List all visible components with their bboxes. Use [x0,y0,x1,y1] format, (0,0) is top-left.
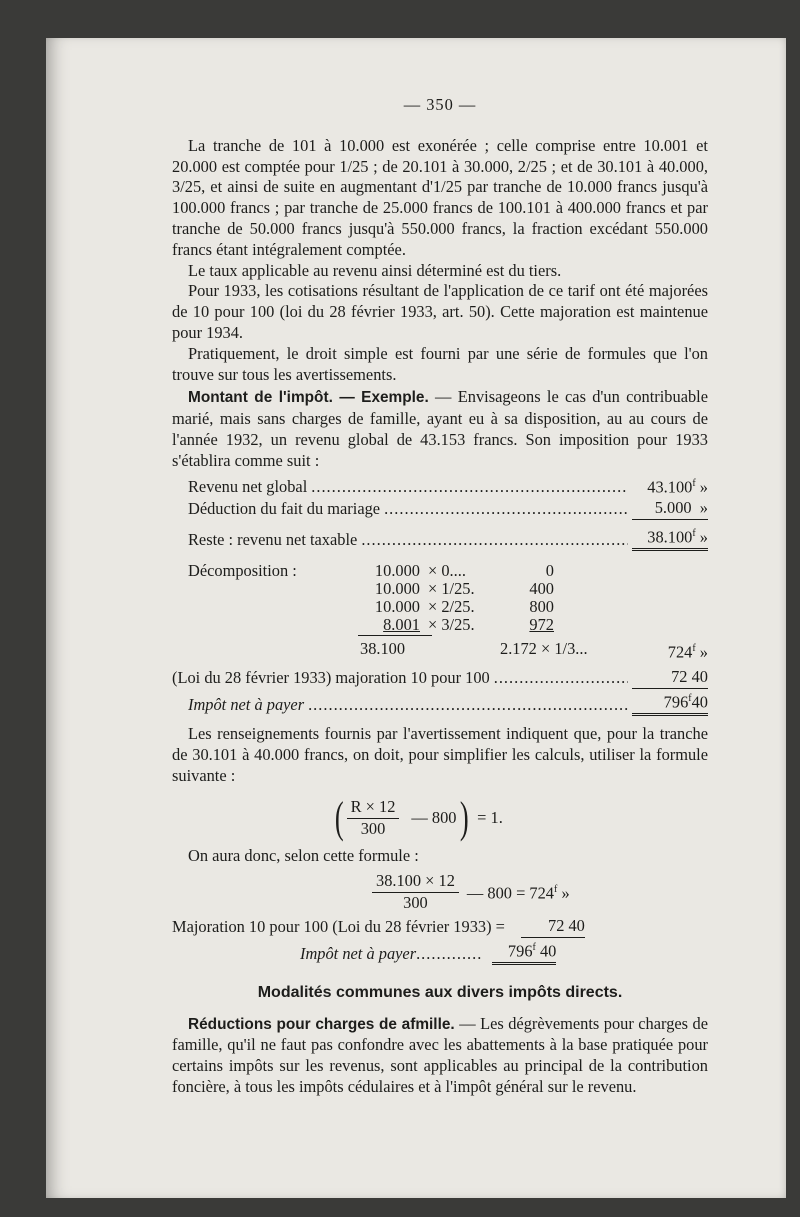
paragraph-taux: Le taux applicable au revenu ainsi déterminé est du tiers. [188,260,562,280]
example-heading: Montant de l'impôt. — Exemple. [188,389,429,407]
formula-applied: $\frac{38.100 \times 12}{300}$ — $800 = 724^f$ » [372,871,708,914]
impot-row-2: Impôt net à payer ............. 796$^f$ 40 [172,938,708,965]
paragraph-renseignements: Les renseignements fournis par l'avertissement indiquent que, pour la tranche de 30.101 à 40.000 francs, on doit, pour simplifier les calculs, utiliser la formule suivante : [172,723,708,785]
majoration-row-2: Majoration 10 pour 100 (Loi du 28 février 1933) = 72 40 [172,915,585,936]
paragraph-reductions: Réductions pour charges de afmille. — Les dégrèvements pour charges de famille, qu'il ne faut pas confondre avec les abattements à la base pratiquée pour certains impôts sur les revenus, sont applicables au principal de la contribution foncière, à tous les impôts cédulaires et à l'impôt général sur le revenu. [172,1013,708,1096]
decomposition-table: Décomposition : 10.000 × 0.... 0 10.000 × 1/25. 400 10.000 × 2/25. 800 8.001 × 3/25. 972 38.100 2.172 × 1/3... 724$^f$ » [188,560,708,662]
paragraph-on-aura: On aura donc, selon cette formule : [188,846,419,866]
reductions-heading: Réductions pour charges de afmille. [188,1015,455,1033]
ledger-row-reste: Reste : revenu net taxable ..... 38.100$^f$ » [188,524,708,551]
page-number: — 350 — [403,95,477,114]
decomposition-label: Décomposition : [188,560,297,580]
paragraph-tranches: La tranche de 101 à 10.000 est exonérée ; celle comprise entre 10.001 et 20.000 est comptée pour 1/25 ; de 20.101 à 30.000, 2/25 ; et de 30.101 à 40.000, 3/25, et ainsi de suite en augmentant d'1/25 par tranche de 10.000 francs jusqu'à 100.000 francs ; par tranche de 25.000 francs de 100.101 à 400.000 francs et par tranche de 50.000 francs jusqu'à 550.000 francs, la fraction excédant 550.000 francs étant intégralement comptée. [172,135,708,259]
ledger-row-deduction: Déduction du fait du mariage ..... 5.000 » [188,498,708,520]
ledger-row-revenu: Revenu net global ..... 43.100$^f$ » [188,474,708,498]
paragraph-pratiquement: Pratiquement, le droit simple est fourni par une série de formules que l'on trouve sur tous les avertissements. [172,343,708,384]
ledger [172,474,708,683]
formula-general: ( $\frac{R \times 12}{300}$ — 800 ) = 1. [334,793,503,843]
example-text: — Envisageons le cas d'un contribuable marié, mais sans charges de famille, ayant eu à sa disposition, au au cours de l'année 1932, un revenu global de 43.153 francs. Son imposition pour 1933 s'établira comme suit : [172,387,708,470]
section-heading: Modalités communes aux divers impôts directs. [257,983,623,1001]
paragraph-majoration: Pour 1933, les cotisations résultant de l'application de ce tarif ont été majorées de 10 pour 100 (loi du 28 février 1933, art. 50). Cette majoration est maintenue pour 1934. [172,281,708,342]
paragraph-exemple [172,387,708,471]
page-content [172,95,708,1098]
impot-row: Impôt net à payer ..... 796$^f$40 [172,689,708,716]
majoration-row: (Loi du 28 février 1933) majoration 10 pour 100 ..... 72 40 [172,667,708,689]
